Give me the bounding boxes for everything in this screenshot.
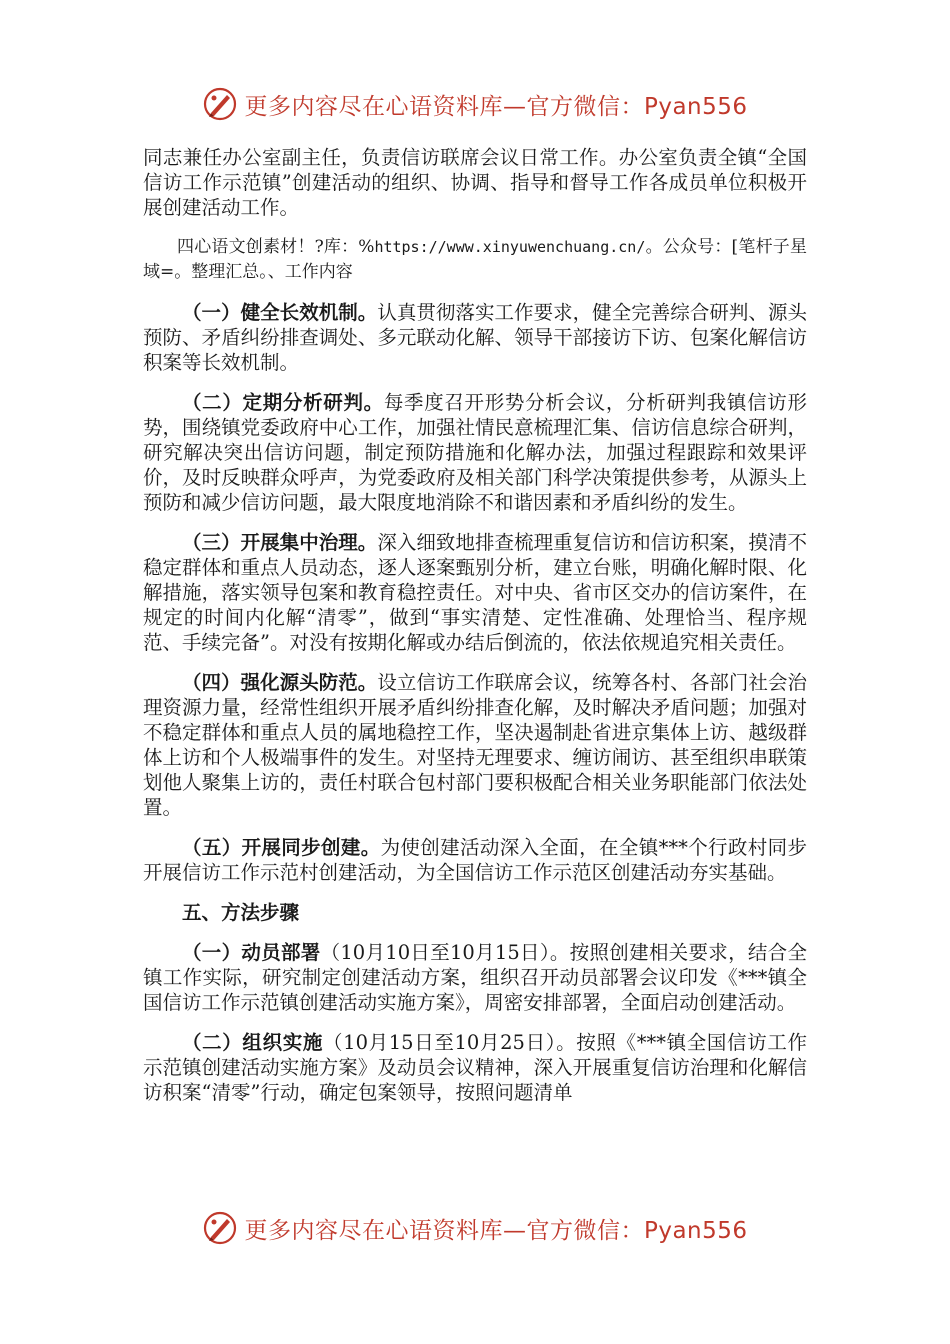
step-2-heading: （二）组织实施 <box>182 1031 324 1054</box>
paragraph-watermark-note <box>143 235 807 285</box>
step-2-body: （10月15日至10月25日）。按照《***镇全国信访工作示范镇创建活动实施方案》及动员会议精神，深入开展重复信访治理和化解信访积案“清零”行动，确定包案领导，按照问题清单 <box>143 1031 807 1104</box>
step-1-heading: （一）动员部署 <box>182 941 321 964</box>
item-5-body: 为使创建活动深入全面，在全镇***个行政村同步开展信访工作示范村创建活动，为全国信访工作示范区创建活动夯实基础。 <box>143 836 807 884</box>
paragraph-item-5 <box>143 835 807 885</box>
step-1-body: （10月10日至10月15日）。按照创建相关要求，结合全镇工作实际，研究制定创建活动方案，组织召开动员部署会议印发《***镇全国信访工作示范镇创建活动实施方案》，周密安排部署，全面启动创建活动。 <box>143 941 807 1014</box>
section-heading-steps <box>143 900 807 925</box>
pen-logo-icon <box>202 86 238 122</box>
item-2-heading: （二）定期分析研判。 <box>182 391 384 414</box>
paragraph-item-2 <box>143 390 807 515</box>
paragraph-step-1 <box>143 940 807 1015</box>
watermark-prefix: 四心语文创素材！?库：% <box>177 237 375 257</box>
paragraph-item-1 <box>143 300 807 375</box>
item-1-heading: （一）健全长效机制。 <box>182 301 378 324</box>
footer-banner-text: 更多内容尽在心语资料库—官方微信：Pyan556 <box>244 1217 748 1244</box>
pen-logo-icon <box>202 1210 238 1246</box>
paragraph-item-4 <box>143 670 807 820</box>
watermark-suffix: 。公众号：[笔杆子星域=。整理汇总。、工作内容 <box>143 237 807 282</box>
item-1-body: 认真贯彻落实工作要求，健全完善综合研判、源头预防、矛盾纠纷排查调处、多元联动化解、领导干部接访下访、包案化解信访积案等长效机制。 <box>143 301 807 374</box>
header-banner <box>0 84 950 124</box>
paragraph-step-2 <box>143 1030 807 1105</box>
paragraph-item-3 <box>143 530 807 655</box>
item-5-heading: （五）开展同步创建。 <box>182 836 381 859</box>
document-body <box>143 145 807 1105</box>
section-5-heading: 五、方法步骤 <box>182 901 300 924</box>
item-3-heading: （三）开展集中治理。 <box>182 531 378 554</box>
item-4-heading: （四）强化源头防范。 <box>182 671 378 694</box>
item-2-body: 每季度召开形势分析会议，分析研判我镇信访形势，围绕镇党委政府中心工作，加强社情民意梳理汇集、信访信息综合研判，研究解决突出信访问题，制定预防措施和化解办法，加强过程跟踪和效果评价，及时反映群众呼声，为党委政府及相关部门科学决策提供参考，从源头上预防和减少信访问题，最大限度地消除不和谐因素和矛盾纠纷的发生。 <box>143 391 807 514</box>
item-3-body: 深入细致地排查梳理重复信访和信访积案，摸清不稳定群体和重点人员动态，逐人逐案甄别分析，建立台账，明确化解时限、化解措施，落实领导包案和教育稳控责任。对中央、省市区交办的信访案件，在规定的时间内化解“清零”，做到“事实清楚、定性准确、处理恰当、程序规范、手续完备”。对没有按期化解或办结后倒流的，依法依规追究相关责任。 <box>143 531 807 654</box>
paragraph-office-duty: 同志兼任办公室副主任，负责信访联席会议日常工作。办公室负责全镇“全国信访工作示范镇”创建活动的组织、协调、指导和督导工作各成员单位积极开展创建活动工作。 <box>143 146 807 219</box>
watermark-url: https://www.xinyuwenchuang.cn/ <box>374 238 646 256</box>
header-banner-text: 更多内容尽在心语资料库—官方微信：Pyan556 <box>244 93 748 120</box>
item-4-body: 设立信访工作联席会议，统筹各村、各部门社会治理资源力量，经常性组织开展矛盾纠纷排查化解，及时解决矛盾问题；加强对不稳定群体和重点人员的属地稳控工作，坚决遏制赴省进京集体上访、越级群体上访和个人极端事件的发生。对坚持无理要求、缠访闹访、甚至组织串联策划他人聚集上访的，责任村联合包村部门要积极配合相关业务职能部门依法处置。 <box>143 671 807 819</box>
footer-banner <box>0 1208 950 1248</box>
